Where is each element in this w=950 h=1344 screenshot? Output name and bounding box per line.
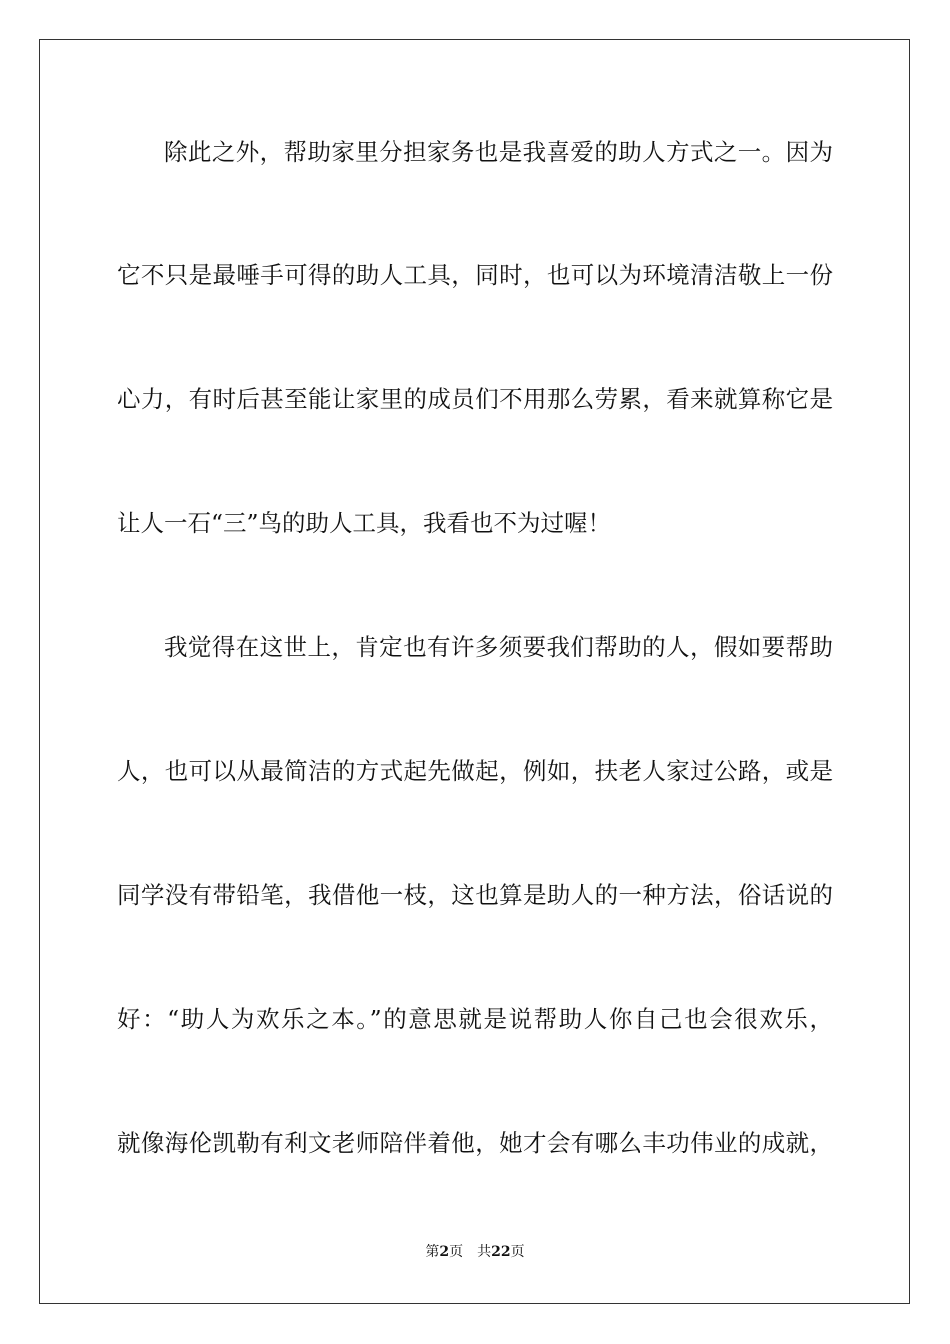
paragraph-1-line-4: 让人一石“三”鸟的助人工具，我看也不为过喔！ (117, 509, 612, 537)
paragraph-2-line-1: 我觉得在这世上，肯定也有许多须要我们帮助的人，假如要帮助 (164, 633, 833, 661)
total-suffix: 页 (510, 1244, 525, 1260)
paragraph-1-line-1: 除此之外，帮助家里分担家务也是我喜爱的助人方式之一。因为 (164, 138, 833, 166)
paragraph-2-line-2: 人，也可以从最简洁的方式起先做起，例如，扶老人家过公路，或是 (117, 757, 833, 785)
paragraph-2-line-5: 就像海伦凯勒有利文老师陪伴着他，她才会有哪么丰功伟业的成就， (117, 1129, 833, 1157)
total-pages: 22 (491, 1244, 511, 1260)
page-prefix: 第 (425, 1244, 440, 1260)
paragraph-2-line-4: 好：“助人为欢乐之本。”的意思就是说帮助人你自己也会很欢乐， (117, 1005, 833, 1033)
page-footer (0, 1243, 950, 1261)
paragraph-1-line-2: 它不只是最唾手可得的助人工具，同时，也可以为环境清洁敬上一份 (117, 261, 833, 289)
total-prefix: 共 (477, 1244, 492, 1260)
page-number: 2 (439, 1244, 450, 1260)
page-border (39, 39, 910, 1304)
paragraph-2-line-3: 同学没有带铅笔，我借他一枝，这也算是助人的一种方法，俗话说的 (117, 881, 833, 909)
page-suffix: 页 (449, 1244, 464, 1260)
paragraph-1-line-3: 心力，有时后甚至能让家里的成员们不用那么劳累，看来就算称它是 (117, 385, 833, 413)
